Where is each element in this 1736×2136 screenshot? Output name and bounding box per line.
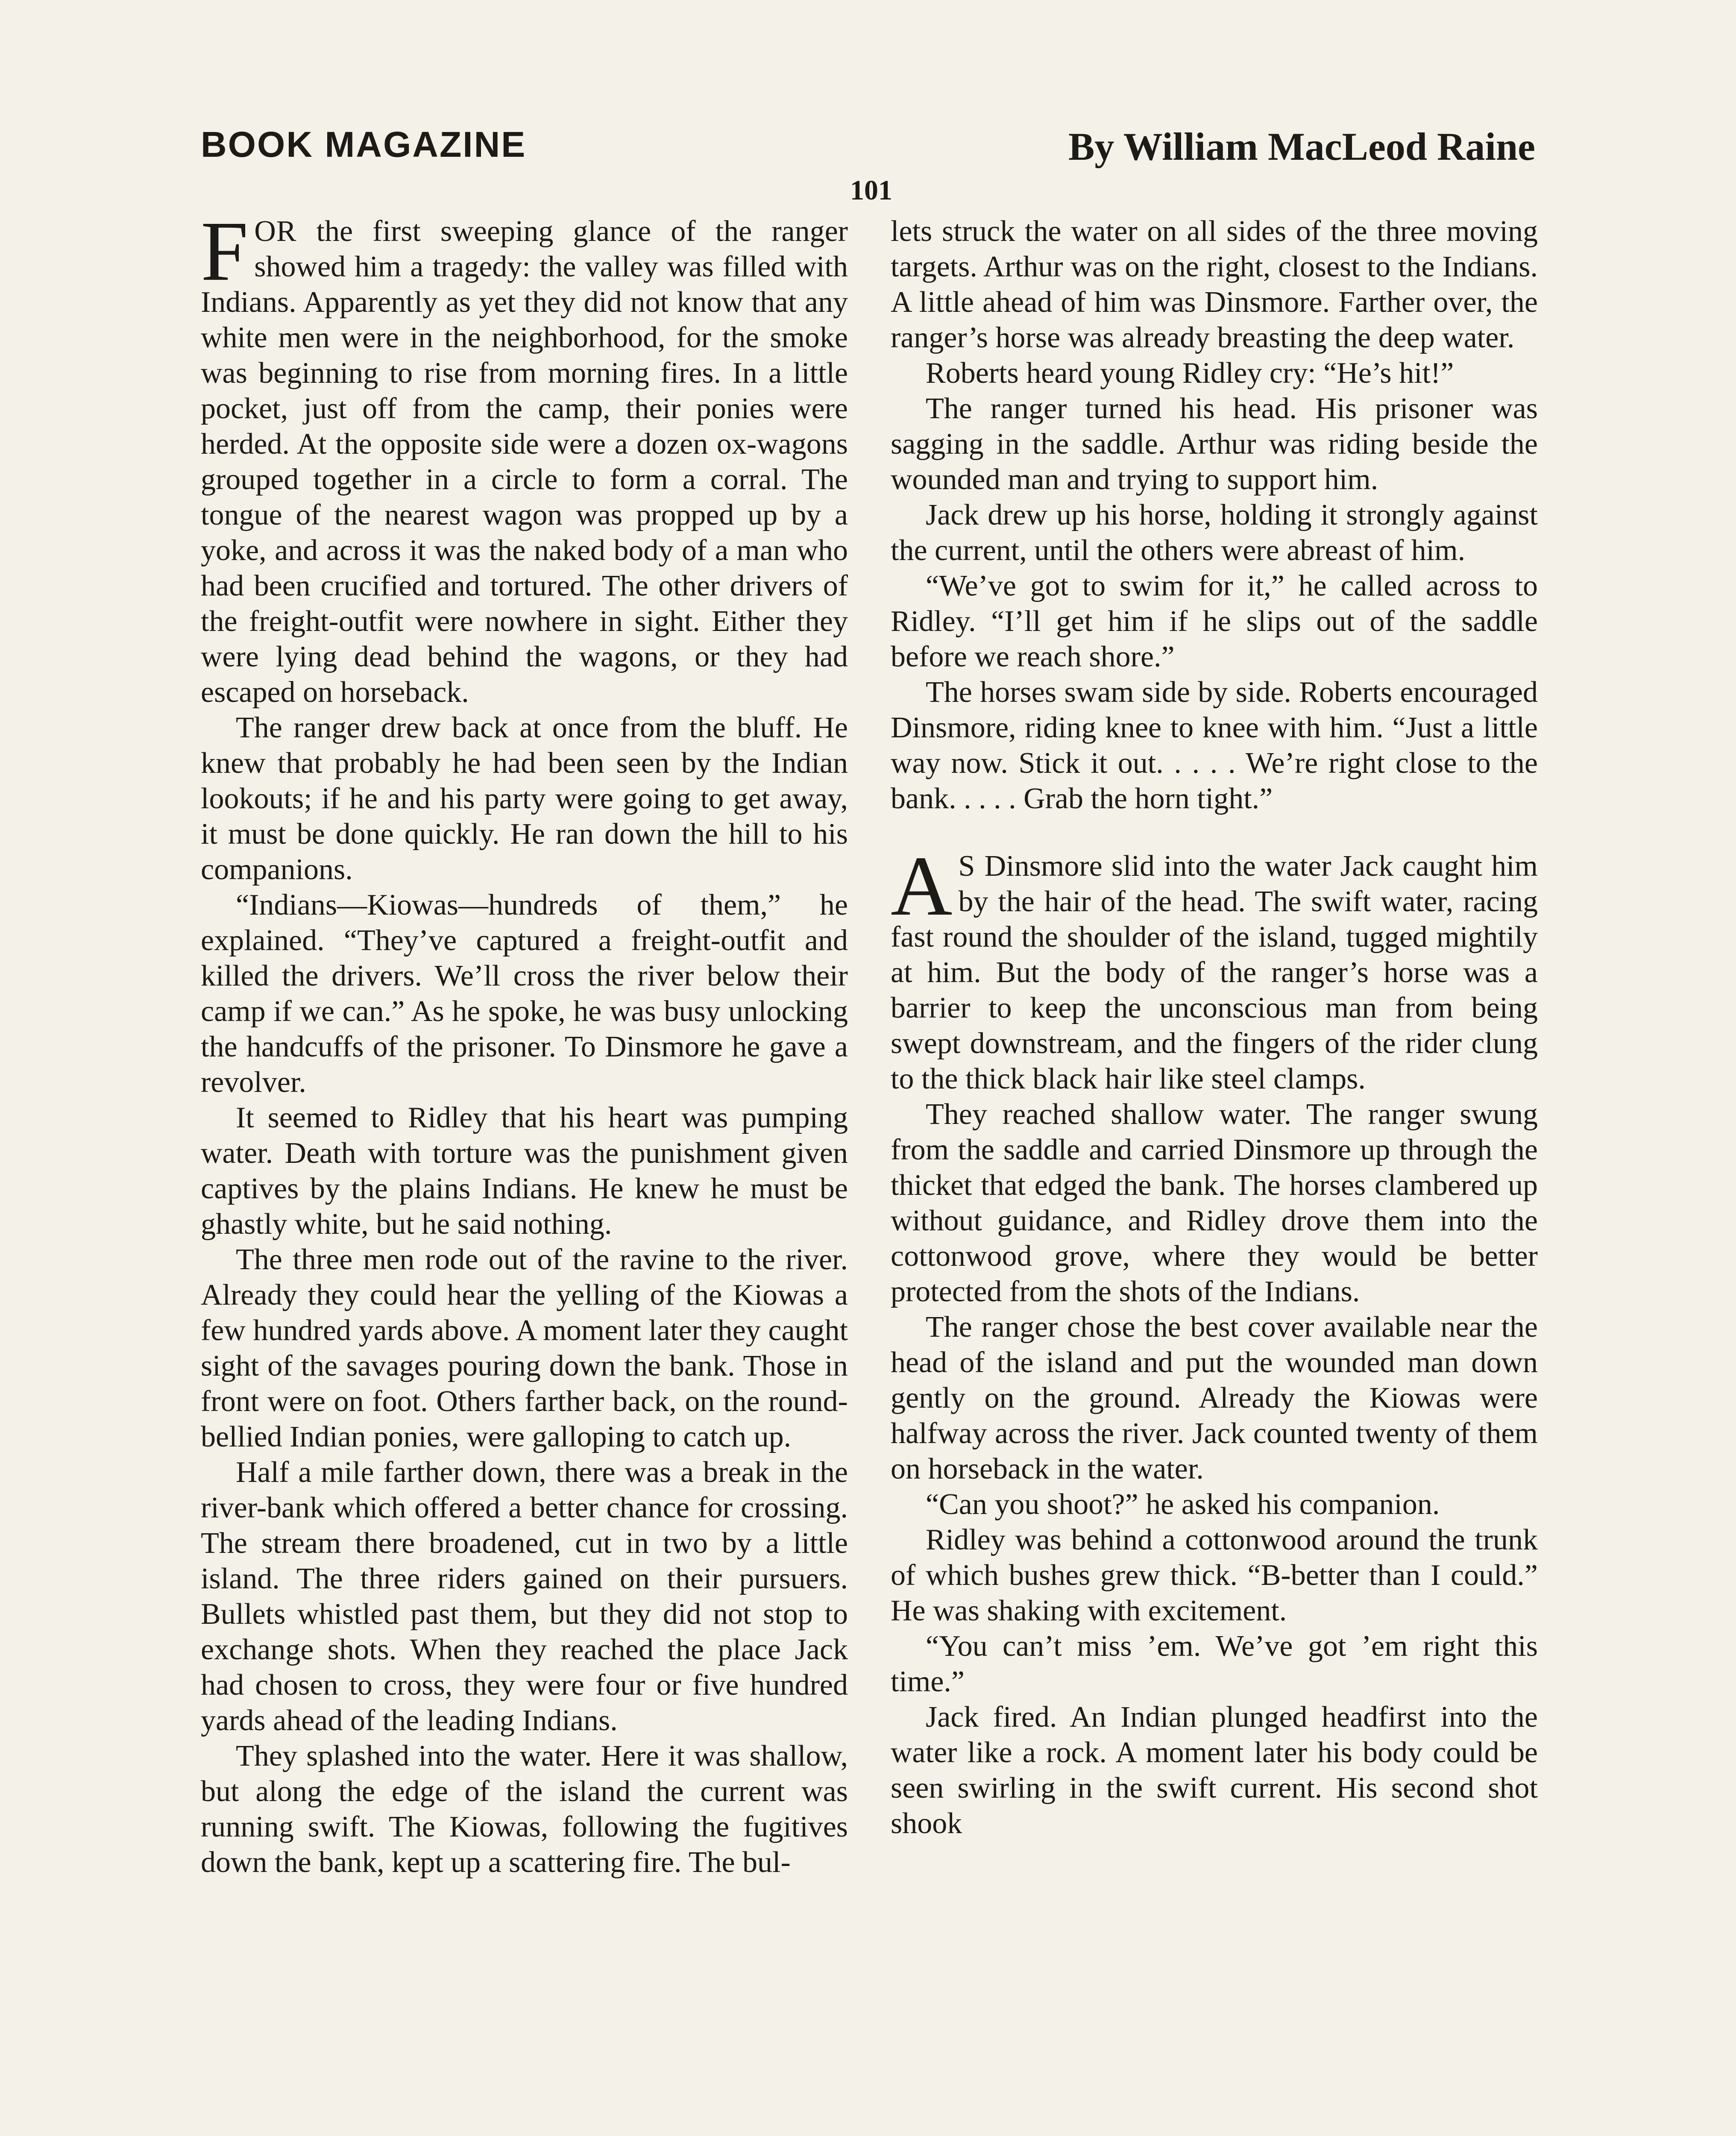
text-column-left — [201, 214, 848, 2136]
lead-in: S — [958, 850, 976, 883]
paragraph: “We’ve got to swim for it,” he called across to Ridley. “I’ll get him if he slips out of the saddle before we reach shore.” — [891, 569, 1538, 673]
paragraph: The three men rode out of the ravine to the river. Already they could hear the yelling of the Kiowas a few hundred yards above. A moment later they caught sight of the savages pouring down the bank. Those in front were on foot. Others farther back, on the round-bellied Indian ponies, were galloping to catch up. — [201, 1243, 848, 1453]
paragraph: The ranger chose the best cover available near the head of the island and put the wounded man down gently on the ground. Already the Kiowas were halfway across the river. Jack counted twenty of them on horseback in the water. — [891, 1311, 1538, 1485]
drop-cap: A — [891, 839, 953, 933]
drop-cap: F — [201, 214, 249, 299]
page-number: 101 — [850, 175, 892, 206]
text-column-right — [891, 214, 1538, 2136]
paragraph: Roberts heard young Ridley cry: “He’s hit!” — [926, 357, 1454, 390]
paragraph — [891, 839, 1538, 1097]
paragraph: The ranger drew back at once from the bluff. He knew that probably he had been seen by the Indian lookouts; if he and his party were going to get away, it must be done quickly. He ran down the hill to his companions. — [201, 711, 848, 886]
lead-in: OR — [254, 215, 297, 248]
paragraph: It seemed to Ridley that his heart was pumping water. Death with torture was the punishment given captives by the plains Indians. He knew he must be ghastly white, but he said nothing. — [201, 1101, 848, 1241]
paragraph: “Indians—Kiowas—hundreds of them,” he explained. “They’ve captured a freight-outfit and killed the drivers. We’ll cross the river below their camp if we can.” As he spoke, he was busy unlocking the handcuffs of the prisoner. To Dinsmore he gave a revolver. — [201, 889, 848, 1099]
paragraph: The horses swam side by side. Roberts encouraged Dinsmore, riding knee to knee with him. “Just a little way now. Stick it out. . . . . We’re right close to the bank. . . . . Grab the horn tight.” — [891, 676, 1538, 815]
paragraph: lets struck the water on all sides of the three moving targets. Arthur was on the right, closest to the Indians. A little ahead of him was Dinsmore. Farther over, the ranger’s horse was already breasting the deep water. — [891, 215, 1538, 354]
paragraph: Ridley was behind a cottonwood around the trunk of which bushes grew thick. “B-better than I could.” He was shaking with excitement. — [891, 1523, 1538, 1627]
paragraph-text: Dinsmore slid into the water Jack caught him by the hair of the head. The swift water, racing fast round the shoulder of the island, tugged mightily at him. But the body of the ranger’s horse was a barrier to keep the unconscious man from being swept downstream, and the fingers of the rider clung to the thick black hair like steel clamps. — [891, 850, 1538, 1095]
paragraph: “You can’t miss ’em. We’ve got ’em right this time.” — [891, 1630, 1538, 1698]
paragraph: “Can you shoot?” he asked his companion. — [926, 1488, 1440, 1521]
paragraph: Half a mile farther down, there was a break in the river-bank which offered a better chance for crossing. The stream there broadened, cut in two by a little island. The three riders gained on their pursuers. Bullets whistled past them, but they did not stop to exchange shots. When they reached the place Jack had chosen to cross, they were four or five hundred yards ahead of the leading Indians. — [201, 1456, 848, 1737]
paragraph: Jack drew up his horse, holding it strongly against the current, until the others were abreast of him. — [891, 499, 1538, 567]
paragraph: The ranger turned his head. His prisoner was sagging in the saddle. Arthur was riding beside the wounded man and trying to support him. — [891, 392, 1538, 496]
paragraph — [201, 214, 848, 710]
paragraph: They reached shallow water. The ranger swung from the saddle and carried Dinsmore up through the thicket that edged the bank. The horses clambered up without guidance, and Ridley drove them into the cottonwood grove, where they would be better protected from the shots of the Indians. — [891, 1098, 1538, 1308]
running-header-magazine: BOOK MAGAZINE — [201, 124, 527, 164]
paragraph: They splashed into the water. Here it was shallow, but along the edge of the island the current was running swift. The Kiowas, following the fugitives down the bank, kept up a scattering fire. The bul- — [201, 1740, 848, 1879]
paragraph: Jack fired. An Indian plunged headfirst into the water like a rock. A moment later his body could be seen swirling in the swift current. His second shot shook — [891, 1701, 1538, 1840]
paragraph-text: the first sweeping glance of the ranger showed him a tragedy: the valley was filled with Indians. Apparently as yet they did not know that any white men were in the neighborhood, for the smoke was beginning to rise from morning fires. In a little pocket, just off from the camp, their ponies were herded. At the opposite side were a dozen ox-wagons grouped together in a circle to form a corral. The tongue of the nearest wagon was propped up by a yoke, and across it was the naked body of a man who had been crucified and tortured. The other drivers of the freight-outfit were nowhere in sight. Either they were lying dead behind the wagons, or they had escaped on horseback. — [201, 215, 848, 709]
running-header-byline: By William MacLeod Raine — [1068, 125, 1535, 168]
